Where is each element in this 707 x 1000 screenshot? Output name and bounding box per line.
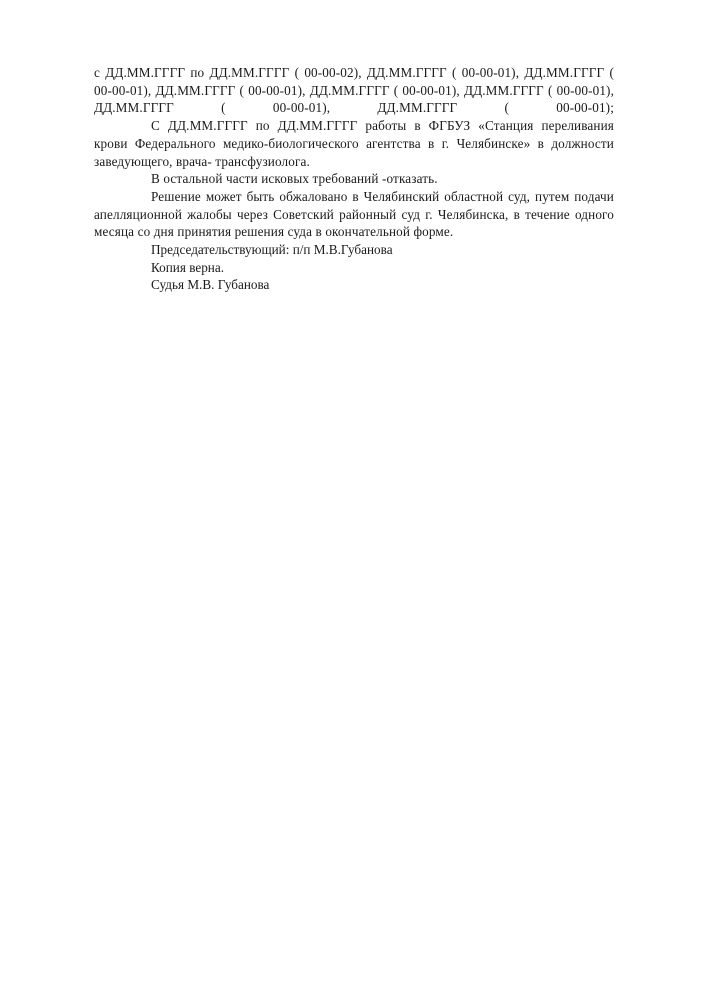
document-text-body: [94, 64, 614, 294]
signature-judge: Судья М.В. Губанова: [151, 277, 270, 293]
paragraph-employment-period: С ДД.ММ.ГГГГ по ДД.ММ.ГГГГ работы в ФГБУЗ «Станция переливания крови Федерального медико-биологического агентства в г. Челябинске» в должности заведующего, врача- трансфузиолога.: [94, 118, 614, 169]
paragraph-appeal-notice: Решение может быть обжаловано в Челябинский областной суд, путем подачи апелляционной жалобы через Советский районный суд г. Челябинска, в течение одного месяца со дня принятия решения суда в окончательной форме.: [94, 188, 614, 240]
signature-copy-certified: Копия верна.: [151, 259, 225, 275]
signature-presiding-judge: Председательствующий: п/п М.В.Губанова: [151, 242, 393, 258]
paragraph-remainder-denied: В остальной части исковых требований -отказать.: [151, 171, 438, 187]
paragraph-periods-list: с ДД.ММ.ГГГГ по ДД.ММ.ГГГГ ( 00-00-02), ДД.ММ.ГГГГ ( 00-00-01), ДД.ММ.ГГГГ ( 00-00-01), ДД.ММ.ГГГГ ( 00-00-01), ДД.ММ.ГГГГ ( 00-00-01), ДД.ММ.ГГГГ ( 00-00-01), ДД.ММ.ГГГГ ( 00-00-01), ДД.ММ.ГГГГ ( 00-00-01);: [94, 65, 614, 116]
